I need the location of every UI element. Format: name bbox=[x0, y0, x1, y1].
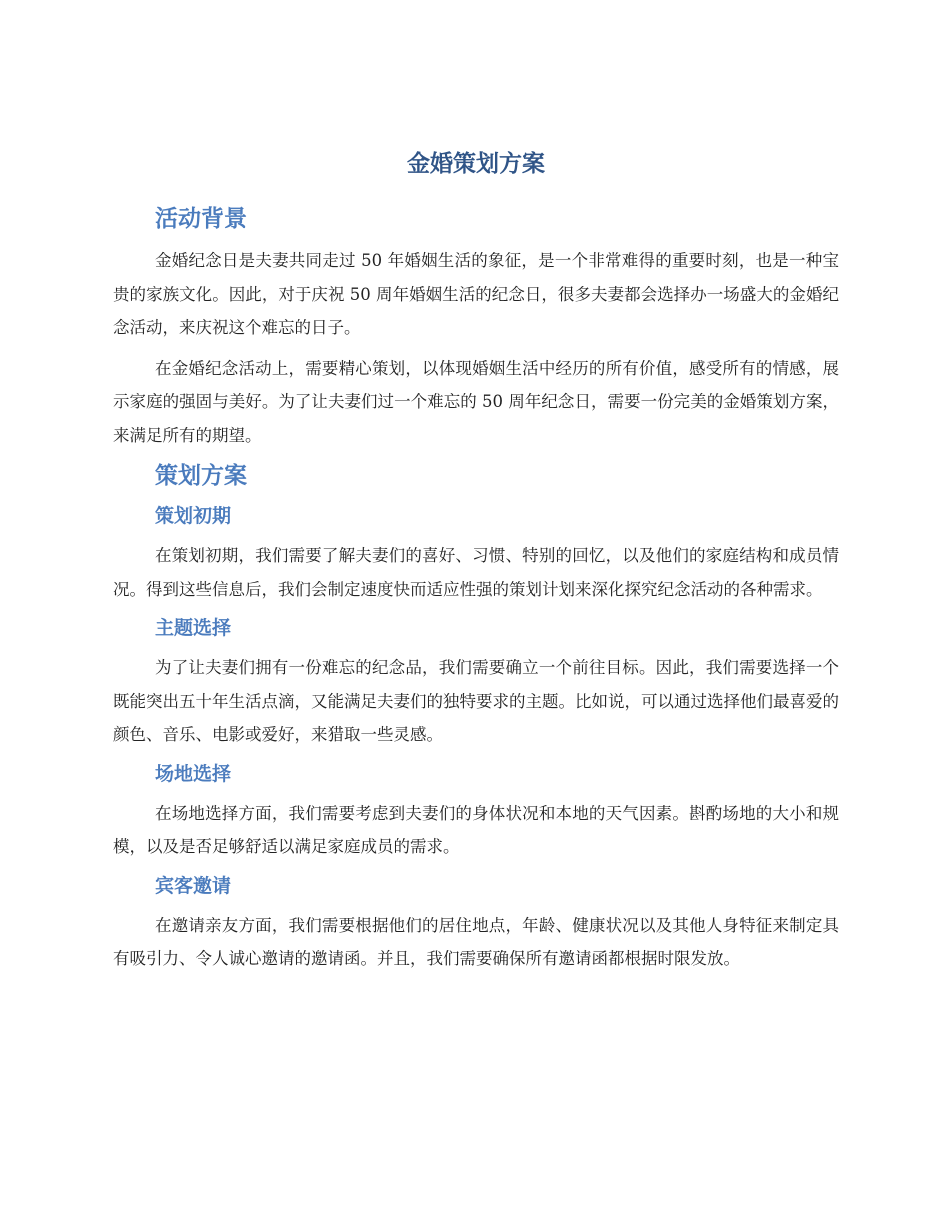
paragraph: 为了让夫妻们拥有一份难忘的纪念品，我们需要确立一个前往目标。因此，我们需要选择一个既能突出五十年生活点滴，又能满足夫妻们的独特要求的主题。比如说，可以通过选择他们最喜爱的颜色、音乐、电影或爱好，来猎取一些灵感。 bbox=[113, 658, 839, 744]
paragraph: 金婚纪念日是夫妻共同走过 50 年婚姻生活的象征，是一个非常难得的重要时刻，也是一种宝贵的家族文化。因此，对于庆祝 50 周年婚姻生活的纪念日，很多夫妻都会选择办一场盛大的金婚纪念活动，来庆祝这个难忘的日子。 bbox=[113, 251, 839, 337]
subsection-heading-venue-selection: 场地选择 bbox=[155, 762, 232, 785]
subsection-heading-initial-planning: 策划初期 bbox=[155, 505, 232, 527]
paragraph: 在策划初期，我们需要了解夫妻们的喜好、习惯、特别的回忆，以及他们的家庭结构和成员情况。得到这些信息后，我们会制定速度快而适应性强的策划计划来深化探究纪念活动的各种需求。 bbox=[113, 546, 839, 599]
section-heading-plan: 策划方案 bbox=[155, 463, 247, 489]
subsection-heading-guest-invitation: 宾客邀请 bbox=[155, 874, 232, 897]
subsection-heading-theme-selection: 主题选择 bbox=[155, 617, 232, 639]
document-title: 金婚策划方案 bbox=[407, 151, 545, 177]
paragraph: 在金婚纪念活动上，需要精心策划，以体现婚姻生活中经历的所有价值，感受所有的情感，展示家庭的强固与美好。为了让夫妻们过一个难忘的 50 周年纪念日，需要一份完美的金婚策划方案，来满足所有的期望。 bbox=[113, 358, 839, 445]
paragraph: 在邀请亲友方面，我们需要根据他们的居住地点，年龄、健康状况以及其他人身特征来制定具有吸引力、令人诚心邀请的邀请函。并且，我们需要确保所有邀请函都根据时限发放。 bbox=[113, 915, 839, 968]
document-page bbox=[113, 140, 839, 983]
section-heading-background: 活动背景 bbox=[155, 206, 247, 232]
paragraph: 在场地选择方面，我们需要考虑到夫妻们的身体状况和本地的天气因素。斟酌场地的大小和规模，以及是否足够舒适以满足家庭成员的需求。 bbox=[113, 803, 839, 856]
